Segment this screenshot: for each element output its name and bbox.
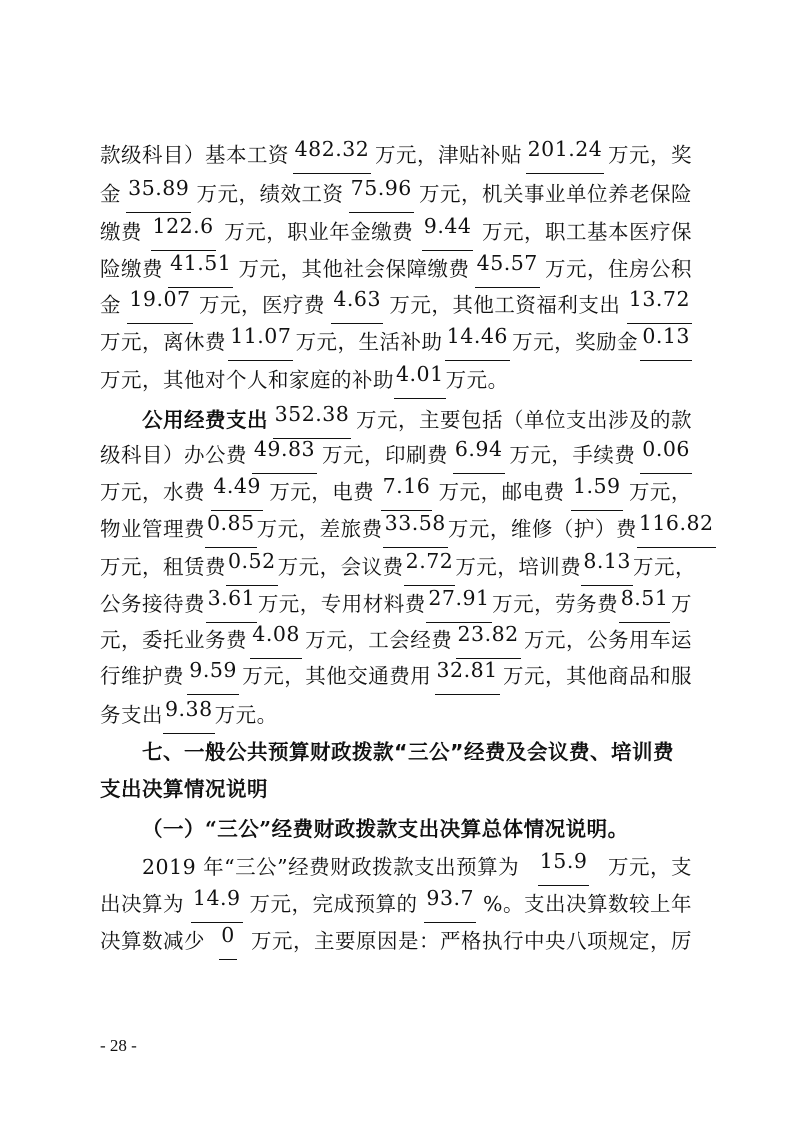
value-entrusted: 4.08: [250, 621, 302, 659]
text: 出决算为: [100, 892, 184, 916]
value-medical-insurance: 41.51: [168, 250, 233, 288]
text: 万元，: [628, 480, 692, 504]
text: 万元，绩效工资: [196, 182, 344, 206]
text: 万元，机关事业单位养老保险: [419, 182, 692, 206]
public-expense-label: 公用经费支出: [142, 408, 268, 432]
p1-line-3: [100, 213, 692, 251]
value-retirement: 11.07: [228, 323, 293, 361]
text: 万元。: [445, 368, 509, 392]
value-handling: 0.06: [640, 436, 692, 474]
text: 万元，离休费: [100, 330, 226, 354]
value-social-security: 45.57: [475, 250, 540, 288]
value-other-welfare: 13.72: [627, 286, 692, 324]
text: 万元，会议费: [277, 555, 404, 579]
text: 级科目）办公费: [100, 443, 247, 467]
p1-line-4: [100, 250, 692, 288]
text: 务支出: [100, 703, 163, 727]
value-vehicle: 9.59: [187, 657, 239, 695]
p2-line-9: [100, 696, 692, 734]
p2-line-8: [100, 657, 692, 695]
text: 元，委托业务费: [100, 628, 247, 652]
text: 万元，劳务费: [492, 592, 619, 616]
value-living-subsidy: 14.46: [445, 323, 510, 361]
text: 万元，培训费: [455, 555, 582, 579]
text: 万元。: [214, 703, 278, 727]
text: 万元，其他工资福利支出: [389, 293, 621, 317]
section-heading-7-cont: [100, 770, 692, 808]
value-other-goods: 9.38: [163, 696, 215, 734]
p2-line-6: [100, 585, 692, 623]
value-reception: 3.61: [206, 585, 258, 623]
value-basic-salary: 482.32: [293, 136, 372, 174]
value-other-family-subsidy: 4.01: [394, 361, 446, 399]
text: 万元，印刷费: [321, 443, 448, 467]
value-union: 23.82: [456, 621, 521, 659]
value-other-transport: 32.81: [435, 657, 500, 695]
text: 万元，住房公积: [545, 257, 692, 281]
text: 万元，其他社会保障缴费: [238, 257, 470, 281]
p1-line-2: [100, 175, 692, 213]
text: 万元，维修（护）费: [447, 517, 637, 541]
p1-line-7: [100, 361, 692, 399]
value-reward: 0.13: [640, 323, 692, 361]
text: 万元，公务用车运: [523, 628, 692, 652]
text: 万元，完成预算的: [249, 892, 418, 916]
text: 万元，水费: [100, 480, 205, 504]
heading-text: 七、一般公共预算财政拨款“三公”经费及会议费、培训费: [142, 740, 674, 764]
p3-line-1: [142, 848, 692, 886]
value-budget: 15.9: [538, 848, 590, 886]
value-electricity: 7.16: [381, 473, 433, 511]
value-meeting: 2.72: [404, 548, 456, 586]
value-property-mgmt: 0.85: [205, 510, 257, 548]
subheading-text: （一）“三公”经费财政拨款支出决算总体情况说明。: [142, 817, 629, 841]
p1-line-1: [100, 136, 692, 174]
text: 金: [100, 293, 121, 317]
p3-line-2: [100, 885, 692, 923]
value-rent: 0.52: [226, 548, 278, 586]
text: 万元，支: [608, 855, 692, 879]
text: 万元，主要包括（单位支出涉及的款: [355, 408, 692, 432]
p2-line-4: [100, 510, 714, 548]
p2-line-2: [100, 436, 692, 474]
section-heading-7: [142, 733, 692, 771]
text: 万元，差旅费: [256, 517, 383, 541]
text: 万: [670, 592, 692, 616]
text: 万元，其他商品和服: [502, 664, 692, 688]
text: 万元，医疗费: [198, 293, 325, 317]
heading-text: 支出决算情况说明: [100, 777, 268, 801]
value-pension: 122.6: [151, 213, 216, 251]
text: %。支出决算数较上年: [483, 892, 692, 916]
value-completion-rate: 93.7: [424, 885, 476, 923]
text: 款级科目）基本工资: [100, 143, 289, 167]
value-travel: 33.58: [383, 510, 448, 548]
text: 险缴费: [100, 257, 163, 281]
p2-line-1: [142, 401, 692, 439]
value-final-accounts: 14.9: [191, 885, 243, 923]
value-public-expense: 352.38: [273, 401, 352, 439]
text: 公务接待费: [100, 592, 205, 616]
value-training: 8.13: [581, 548, 633, 586]
text: 万元，津贴补贴: [374, 143, 522, 167]
value-housing-fund: 19.07: [127, 286, 192, 324]
value-performance-pay: 75.96: [349, 175, 414, 213]
text: 万元，工会经费: [305, 628, 453, 652]
text: 万元，职业年金缴费: [224, 220, 414, 244]
p3-line-3: [100, 922, 692, 960]
value-postal: 1.59: [571, 473, 623, 511]
value-medical-fee: 4.63: [331, 286, 383, 324]
page-number: - 28 -: [100, 1036, 137, 1055]
text: 万元，电费: [269, 480, 375, 504]
text: 万元，租赁费: [100, 555, 226, 579]
value-decrease: 0: [219, 922, 237, 960]
text: 物业管理费: [100, 517, 205, 541]
text: 决算数减少: [100, 929, 205, 953]
text: 万元，奖: [607, 143, 692, 167]
p1-line-5: [100, 286, 692, 324]
p2-line-7: [100, 621, 692, 659]
text: 万元，主要原因是：严格执行中央八项规定，厉: [250, 929, 692, 953]
value-labor: 8.51: [619, 585, 671, 623]
text: 缴费: [100, 220, 142, 244]
text: 万元，职工基本医疗保: [481, 220, 692, 244]
value-office: 49.83: [252, 436, 317, 474]
value-water: 4.49: [211, 473, 263, 511]
text: 万元，: [632, 555, 696, 579]
text: 万元，奖励金: [512, 330, 639, 354]
text: 万元，其他对个人和家庭的补助: [100, 368, 394, 392]
text: 万元，邮电费: [438, 480, 565, 504]
value-bonus: 35.89: [126, 175, 191, 213]
value-materials: 27.91: [426, 585, 491, 623]
p1-line-6: [100, 323, 692, 361]
p2-line-3: [100, 473, 692, 511]
text: 2019 年“三公”经费财政拨款支出预算为: [142, 855, 520, 879]
text: 万元，专用材料费: [257, 592, 426, 616]
text: 金: [100, 182, 121, 206]
text: 万元，其他交通费用: [242, 664, 432, 688]
value-annuity: 9.44: [422, 213, 474, 251]
text: 万元，生活补助: [295, 330, 443, 354]
value-maintenance: 116.82: [637, 510, 716, 548]
value-allowance: 201.24: [526, 136, 605, 174]
p2-line-5: [100, 548, 696, 586]
subsection-heading-1: [142, 810, 692, 848]
text: 行维护费: [100, 664, 184, 688]
text: 万元，手续费: [509, 443, 636, 467]
value-printing: 6.94: [453, 436, 505, 474]
